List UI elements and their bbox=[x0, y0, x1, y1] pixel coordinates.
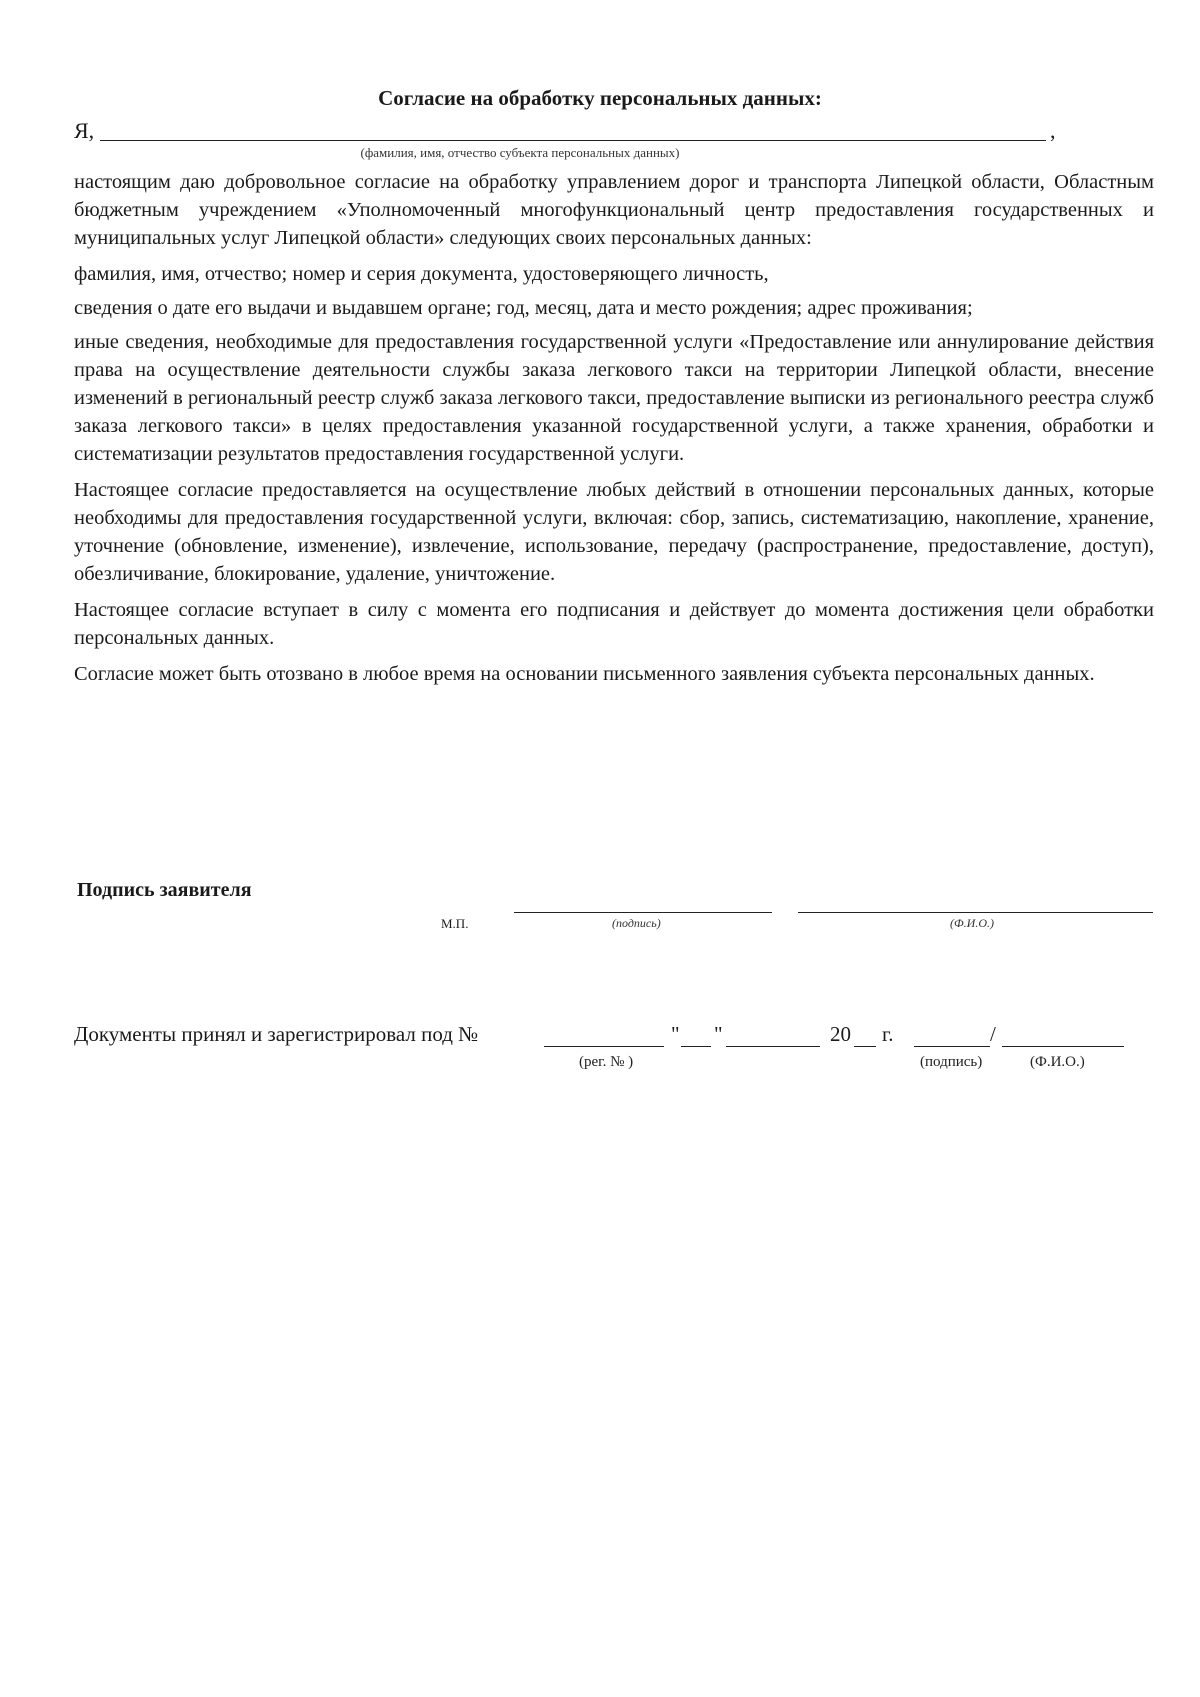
reg-fio-hint: (Ф.И.О.) bbox=[1030, 1054, 1085, 1070]
consent-body bbox=[74, 168, 1154, 696]
name-fill-line bbox=[100, 140, 1046, 141]
fio-line bbox=[798, 912, 1153, 913]
paragraph-revocation: Согласие может быть отозвано в любое время на основании письменного заявления субъекта персональных данных. bbox=[74, 663, 1095, 685]
paragraph-other-info: иные сведения, необходимые для предоставления государственной услуги «Предоставление или аннулирование действия права на осуществление деятельности службы заказа легкового такси на территории Липецкой области, внесение изменений в региональный реестр служб заказа легкового такси, предоставление выписки из регионального реестра служб заказа легкового такси» в целях предоставления указанной государственной услуги, а также хранения, обработки и систематизации результатов предоставления государственной услуги. bbox=[74, 331, 1154, 465]
paragraph-validity: Настоящее согласие вступает в силу с момента его подписания и действует до момента достижения цели обработки персональных данных. bbox=[74, 599, 1154, 649]
year-line bbox=[854, 1046, 876, 1047]
fio-hint: (Ф.И.О.) bbox=[950, 916, 994, 930]
document-title: Согласие на обработку персональных данных: bbox=[378, 86, 822, 110]
signature-line bbox=[514, 912, 772, 913]
reg-signature-line bbox=[914, 1046, 990, 1047]
paragraph-list-2: сведения о дате его выдачи и выдавшем органе; год, месяц, дата и место рождения; адрес проживания; bbox=[74, 297, 973, 319]
name-line bbox=[74, 118, 1074, 148]
paragraph-actions: Настоящее согласие предоставляется на осуществление любых действий в отношении персональных данных, которые необходимы для предоставления государственной услуги, включая: сбор, запись, систематизацию, накопление, хранение, уточнение (обновление, изменение), извлечение, использование, передачу (распространение, предоставление, доступ), обезличивание, блокирование, удаление, уничтожение. bbox=[74, 479, 1154, 585]
signature-hint: (подпись) bbox=[612, 916, 661, 930]
paragraph-intro: настоящим даю добровольное согласие на обработку управлением дорог и транспорта Липецкой области, Областным бюджетным учреждением «Уполномоченный многофункциональный центр предоставления государственных и муниципальных услуг Липецкой области» следующих своих персональных данных: bbox=[74, 171, 1154, 249]
quote-close: " bbox=[714, 1022, 723, 1046]
registration-row bbox=[74, 1022, 1154, 1082]
reg-signature-hint: (подпись) bbox=[920, 1054, 983, 1070]
reg-number-hint: (рег. № ) bbox=[579, 1054, 634, 1070]
reg-fio-line bbox=[1002, 1046, 1124, 1047]
day-line bbox=[681, 1046, 711, 1047]
name-hint: (фамилия, имя, отчество субъекта персональных данных) bbox=[360, 145, 680, 160]
signature-label: Подпись заявителя bbox=[77, 879, 252, 901]
name-comma: , bbox=[1050, 118, 1056, 143]
quote-open: " bbox=[671, 1022, 680, 1046]
registration-label: Документы принял и зарегистрировал под № bbox=[74, 1022, 479, 1046]
stamp-label: М.П. bbox=[441, 916, 469, 931]
slash: / bbox=[990, 1022, 996, 1046]
year-suffix: г. bbox=[882, 1022, 894, 1046]
reg-number-line bbox=[544, 1046, 664, 1047]
name-prefix: Я, bbox=[74, 118, 95, 143]
paragraph-list-1: фамилия, имя, отчество; номер и серия документа, удостоверяющего личность, bbox=[74, 263, 769, 285]
year-prefix: 20 bbox=[830, 1022, 851, 1046]
month-line bbox=[726, 1046, 820, 1047]
